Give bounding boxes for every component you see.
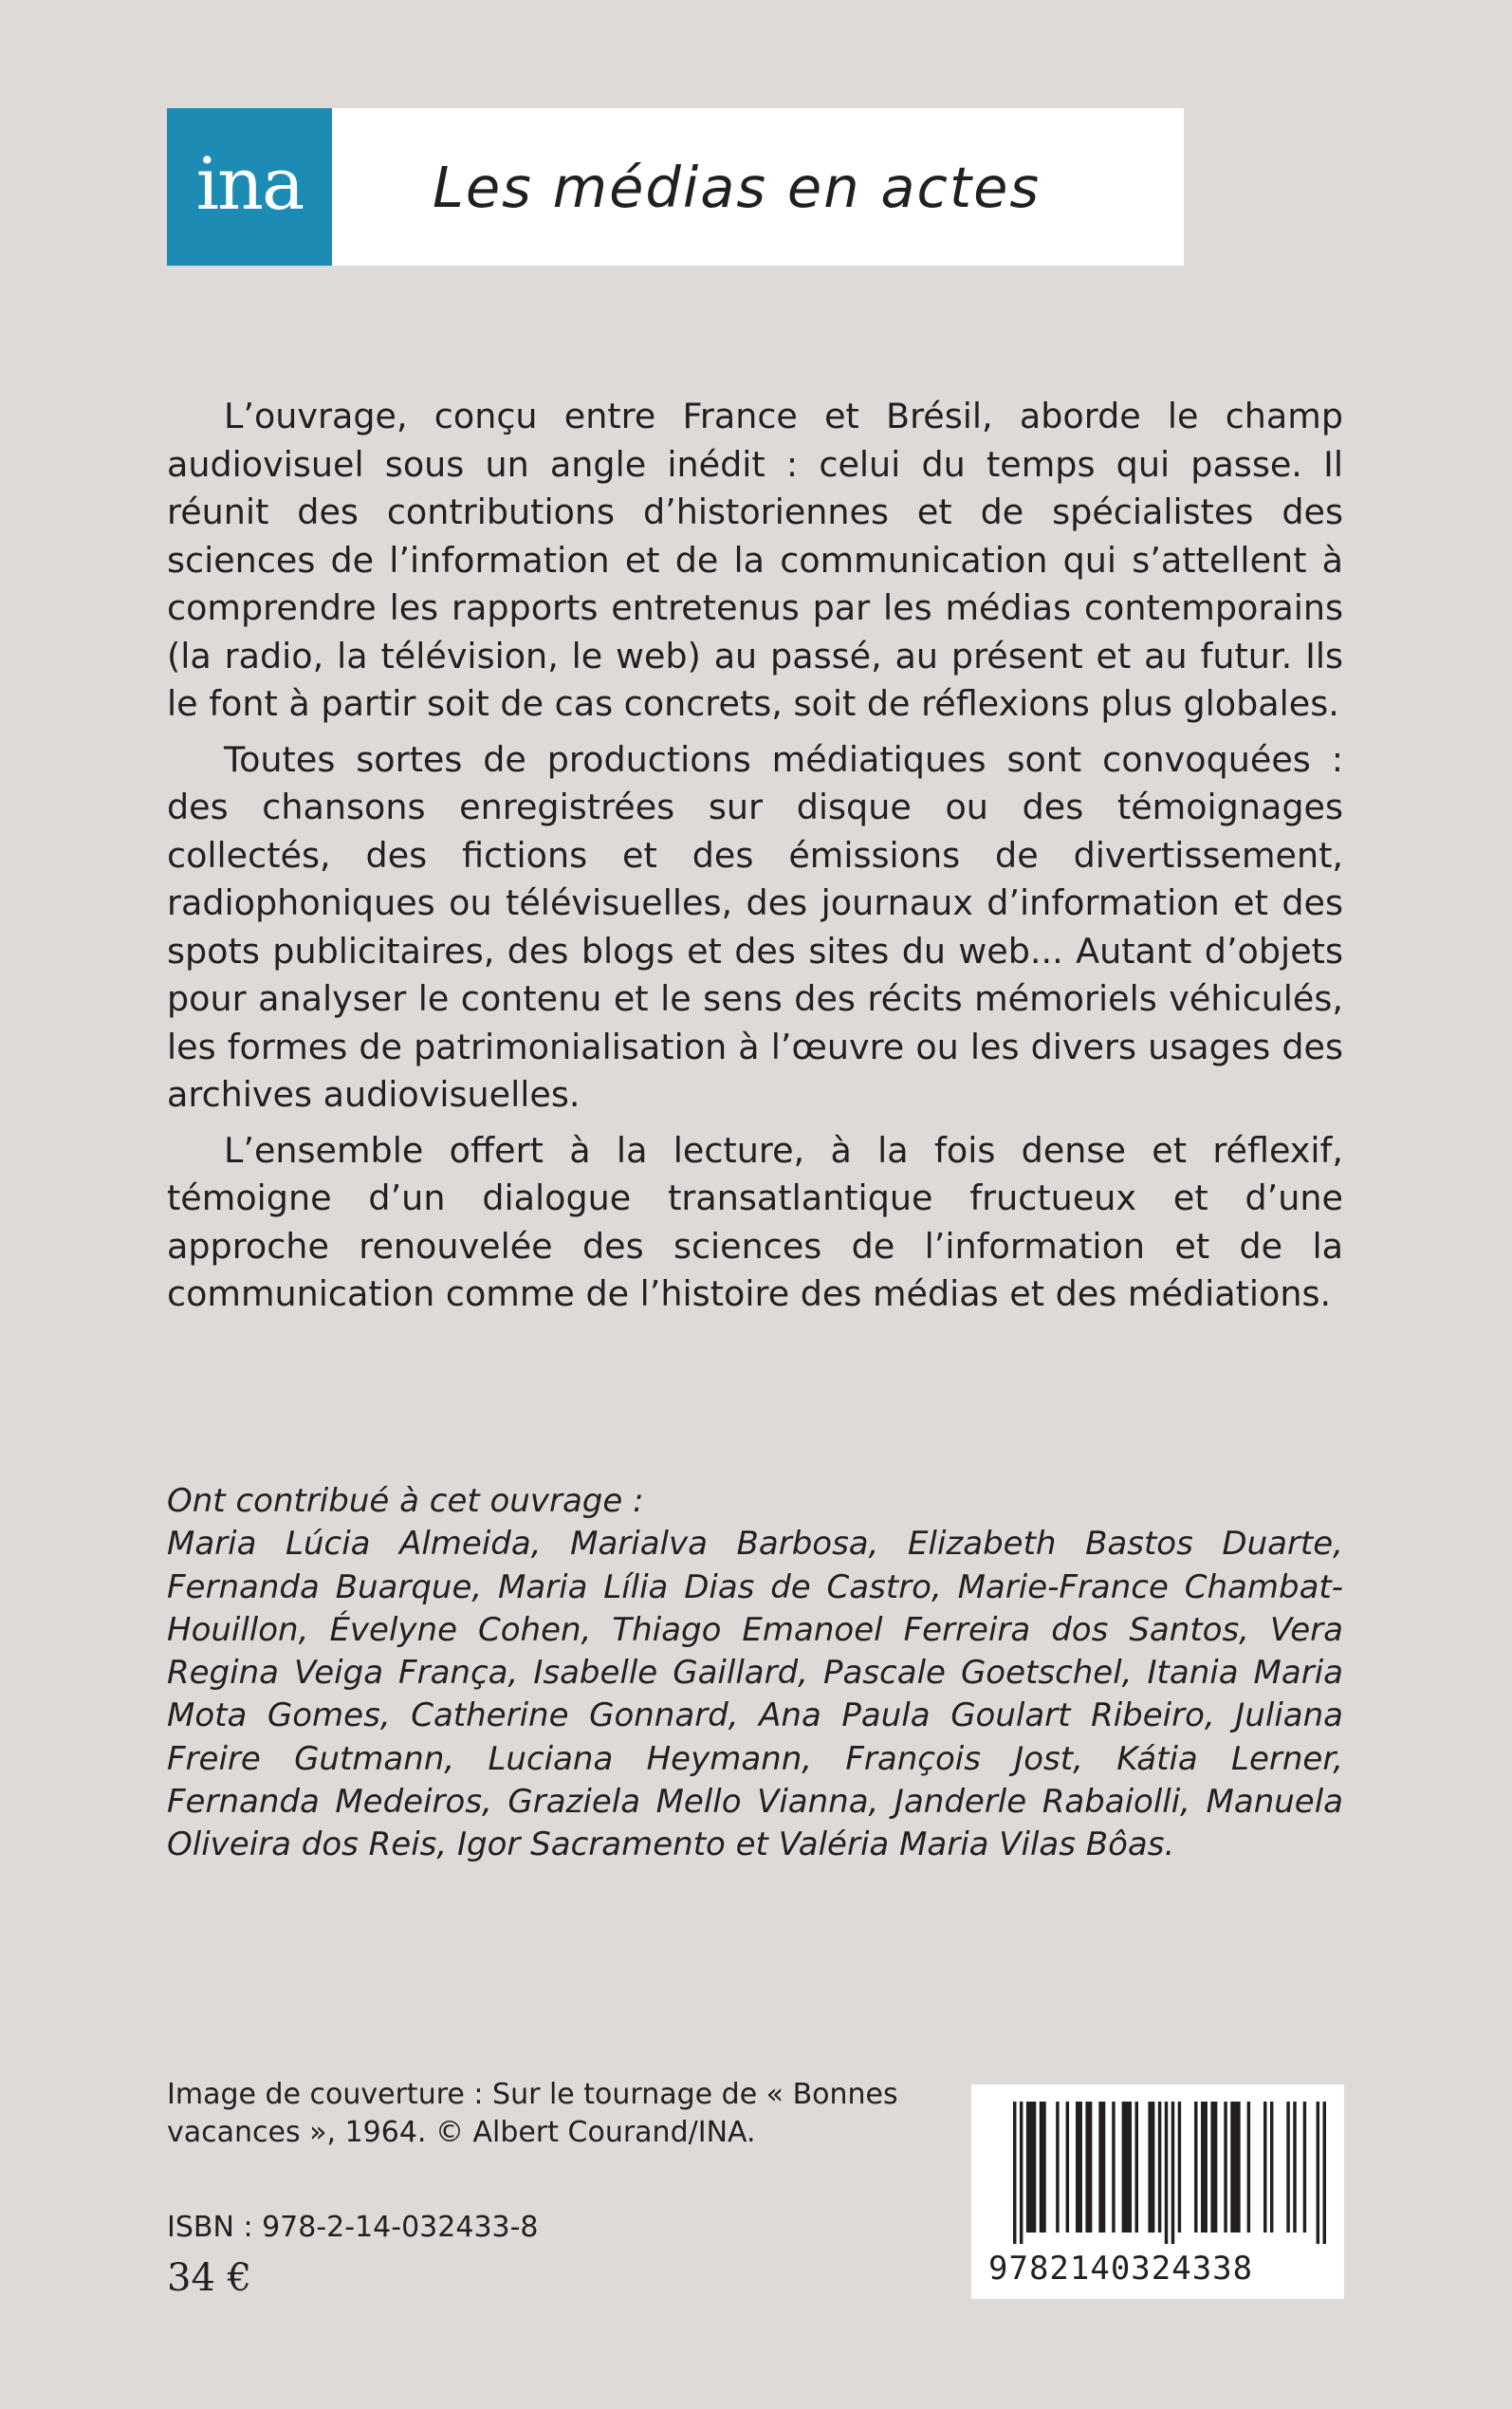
back-cover-blurb bbox=[167, 393, 1343, 1326]
barcode-bar bbox=[1270, 2102, 1273, 2233]
blurb-paragraph-2: Toutes sortes de productions médiatiques sont convoquées : des chansons enregistrées sur disque ou des témoignages collectés, des fictions et des émissions de divertissement, radiophoniques ou télévisuelles, des journaux d’information et des spots publicitaires, des blogs et des sites du web... Autant d’objets pour analyser le contenu et le sens des récits mémoriels véhiculés, les formes de patrimonialisation à l’œuvre ou les divers usages des archives audiovisuelles. bbox=[167, 738, 1343, 1115]
barcode-bar bbox=[1085, 2102, 1092, 2233]
barcode-bar bbox=[1122, 2102, 1132, 2233]
cover-image-credit: Image de couverture : Sur le tournage de « Bonnes vacances », 1964. © Albert Courand/INA. bbox=[167, 2078, 898, 2149]
contributors-names: Maria Lúcia Almeida, Marialva Barbosa, Elizabeth Bastos Duarte, Fernanda Buarque, Maria Lília Dias de Castro, Marie-France Chambat-Houillon, Évelyne Cohen, Thiago Emanoel Ferreira dos Santos, Vera Regina Veiga França, Isabelle Gaillard, Pascale Goetschel, Itania Maria Mota Gomes, Catherine Gonnard, Ana Paula Goulart Ribeiro, Juliana Freire Gutmann, Luciana Heymann, François Jost, Kátia Lerner, Fernanda Medeiros, Graziela Mello Vianna, Janderle Rabaiolli, Manuela Oliveira dos Reis, Igor Sacramento et Valéria Maria Vilas Bôas. bbox=[167, 1525, 1343, 1864]
barcode-bar bbox=[1158, 2102, 1161, 2233]
barcode-bar bbox=[1263, 2102, 1266, 2233]
barcode-bar bbox=[1066, 2102, 1069, 2233]
barcode-bar bbox=[1165, 2102, 1168, 2244]
barcode-bar bbox=[1076, 2102, 1082, 2233]
ina-logo bbox=[167, 108, 332, 266]
isbn: ISBN : 978-2-14-032433-8 bbox=[167, 2211, 539, 2244]
blurb-paragraph-1: L’ouvrage, conçu entre France et Brésil, aborde le champ audiovisuel sous un angle inédit : celui du temps qui passe. Il réunit des contributions d’historiennes et de spécialistes des sciences de l’information et de la communication qui s’attellent à comprendre les rapports entretenus par les médias contemporains (la radio, la télévision, le web) au passé, au présent et au futur. Ils le font à partir soit de cas concrets, soit de réflexions plus globales. bbox=[167, 396, 1343, 724]
barcode-bar bbox=[1224, 2102, 1226, 2233]
series-title: Les médias en actes bbox=[433, 154, 1042, 220]
barcode-bar bbox=[1303, 2102, 1306, 2233]
series-header bbox=[167, 108, 1184, 266]
blurb-paragraph-3: L’ensemble offert à la lecture, à la fois dense et réflexif, témoigne d’un dialogue transatlantique fructueux et d’une approche renouvelée des sciences de l’information et de la communication comme de l’histoire des médias et des médiations. bbox=[167, 1129, 1343, 1314]
barcode-bar bbox=[1286, 2102, 1289, 2233]
barcode-bar bbox=[1230, 2102, 1240, 2233]
barcode-bar bbox=[1056, 2102, 1059, 2233]
barcode-bar bbox=[1210, 2102, 1217, 2233]
barcode-bar bbox=[1040, 2102, 1046, 2233]
barcode-bar bbox=[1148, 2102, 1154, 2233]
barcode-bar bbox=[1098, 2102, 1105, 2233]
barcode-bar bbox=[1112, 2102, 1115, 2233]
barcode-digits: 9782140324338 bbox=[988, 2250, 1254, 2288]
barcode-bars bbox=[1013, 2102, 1326, 2244]
barcode-bar bbox=[1020, 2102, 1023, 2244]
barcode-bar bbox=[1135, 2102, 1138, 2233]
barcode-bar bbox=[1323, 2102, 1326, 2244]
barcode-bar bbox=[1194, 2102, 1197, 2233]
price: 34 € bbox=[167, 2256, 252, 2300]
barcode-bar bbox=[1026, 2102, 1036, 2233]
barcode bbox=[971, 2085, 1344, 2299]
barcode-bar bbox=[1013, 2102, 1016, 2244]
barcode-bar bbox=[1171, 2102, 1174, 2244]
contributors-block bbox=[167, 1480, 1343, 1867]
ina-logo-text: ina bbox=[195, 141, 304, 226]
barcode-bar bbox=[1201, 2102, 1208, 2233]
barcode-bar bbox=[1178, 2102, 1181, 2233]
barcode-bar bbox=[1317, 2102, 1319, 2244]
barcode-bar bbox=[1247, 2102, 1250, 2233]
barcode-bar bbox=[1293, 2102, 1296, 2233]
contributors-heading: Ont contribué à cet ouvrage : bbox=[167, 1482, 644, 1520]
